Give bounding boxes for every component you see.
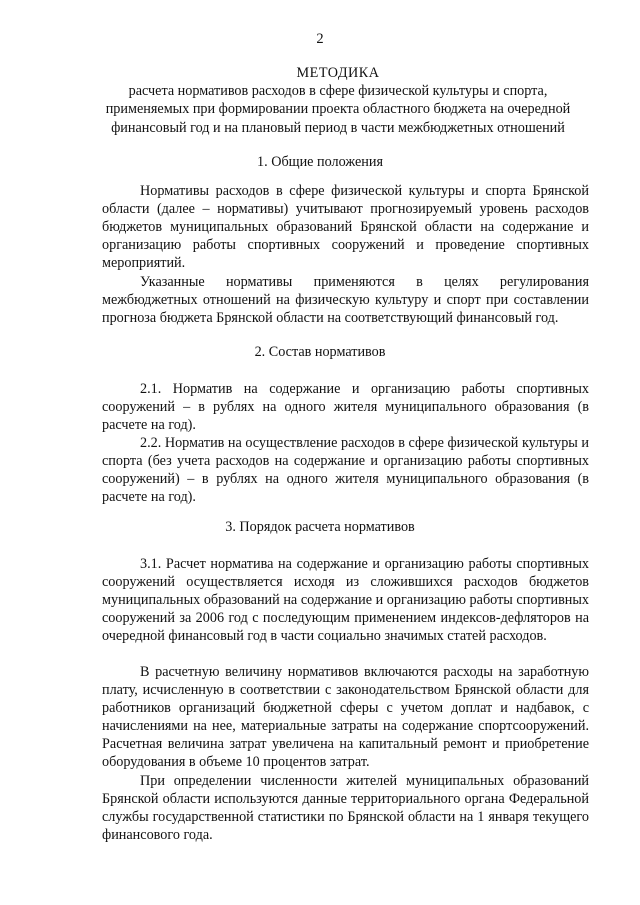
title-line: применяемых при формировании проекта областного бюджета на очередной — [105, 101, 571, 118]
page-number: 2 — [316, 31, 324, 47]
paragraph: Указанные нормативы применяются в целях регулирования межбюджетных отношений на физическую культуру и спорт при составлении прогноза бюджета Брянской области на соответствующий финансовый год. — [102, 274, 589, 327]
section-heading-calculation: 3. Порядок расчета нормативов — [225, 519, 415, 535]
paragraph: 3.1. Расчет норматива на содержание и организацию работы спортивных сооружений осуществляется исходя из сложившихся расходов бюджетов муниципальных образований на содержание и организацию работы спортивных сооружений за 2006 год с последующим применением индексов-дефляторов на очередной финансовый год в части социально значимых статей расходов. — [102, 556, 589, 645]
paragraph: В расчетную величину нормативов включаются расходы на заработную плату, исчисленную в соответствии с законодательством Брянской области для работников организаций бюджетной сферы с учетом доплат и надбавок, с начислениями на нее, материальные затраты на содержание спортсооружений. Расчетная величина затрат увеличена на капитальный ремонт и приобретение оборудования в объеме 10 процентов затрат. — [102, 664, 589, 771]
title-line: финансовый год и на плановый период в части межбюджетных отношений — [111, 119, 565, 136]
title-line: расчета нормативов расходов в сфере физической культуры и спорта, — [128, 83, 548, 100]
paragraph: 2.1. Норматив на содержание и организацию работы спортивных сооружений – в рублях на одного жителя муниципального образования (в расчете на год). — [102, 381, 589, 434]
section-heading-composition: 2. Состав нормативов — [254, 344, 386, 360]
section-heading-general: 1. Общие положения — [257, 154, 383, 170]
document-title — [88, 64, 588, 137]
paragraph: Нормативы расходов в сфере физической культуры и спорта Брянской области (далее – нормативы) учитывают прогнозируемый уровень расходов бюджетов муниципальных образований Брянской области на содержание и организацию работы спортивных сооружений и проведение спортивных мероприятий. — [102, 183, 589, 272]
paragraph: 2.2. Норматив на осуществление расходов в сфере физической культуры и спорта (без учета расходов на содержание и организацию работы спортивных сооружений) – в рублях на одного жителя муниципального образования (в расчете на год). — [102, 435, 589, 506]
title-main: МЕТОДИКА — [296, 65, 380, 81]
paragraph: При определении численности жителей муниципальных образований Брянской области используются данные территориального органа Федеральной службы государственной статистики по Брянской области на 1 января текущего финансового года. — [102, 773, 589, 844]
